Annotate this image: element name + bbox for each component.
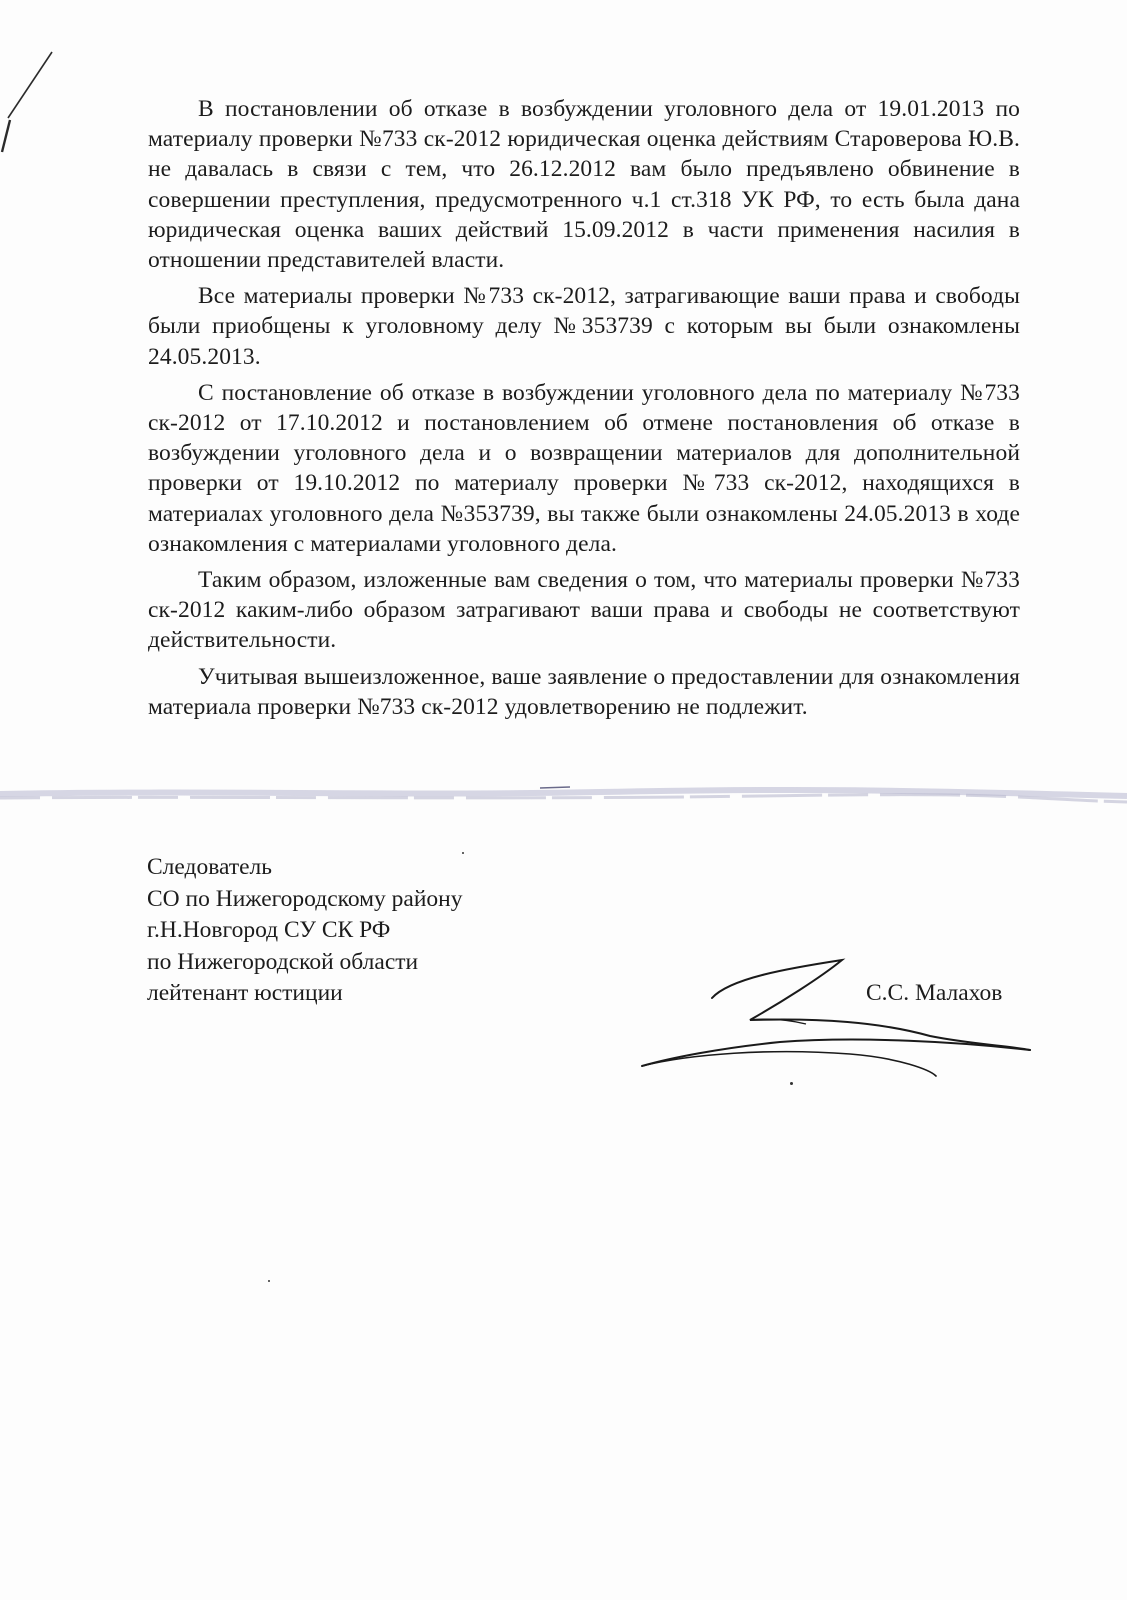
- signer-title-line-5: лейтенант юстиции: [147, 980, 343, 1006]
- paragraph-4: Таким образом, изложенные вам сведения о том, что материалы проверки №733 ск-2012 каким-либо образом затрагивают ваши права и свободы не соответствуют действительности.: [148, 567, 1020, 654]
- signer-title-line-4: по Нижегородской области: [147, 948, 419, 975]
- scan-edge-mark: [0, 0, 60, 160]
- paragraph-2: Все материалы проверки №733 ск-2012, затрагивающие ваши права и свободы были приобщены к уголовному делу №353739 с которым вы были ознакомлены 24.05.2013.: [148, 283, 1020, 370]
- page-fold-line: [0, 784, 1127, 824]
- paragraph-1: В постановлении об отказе в возбуждении уголовного дела от 19.01.2013 по материалу проверки №733 ск-2012 юридическая оценка действиям Староверова Ю.В. не давалась в связи с тем, что 26.12.2012 вам было предъявлено обвинение в совершении преступления, предусмотренного ч.1 ст.318 УК РФ, то есть была дана юридическая оценка ваших действий 15.09.2012 в части применения насилия в отношении представителей власти.: [148, 96, 1020, 274]
- signature-block: [147, 852, 463, 1010]
- signer-title-line-3: г.Н.Новгород СУ СК РФ: [147, 917, 391, 943]
- scan-speck: [462, 852, 464, 854]
- signer-title-line-2: СО по Нижегородскому району: [147, 885, 463, 912]
- scan-speck: [268, 1280, 270, 1282]
- letter-body: [148, 94, 1020, 728]
- signer-name: С.С. Малахов: [866, 980, 1003, 1006]
- scan-speck: [790, 1082, 793, 1085]
- signer-title-line-1: Следователь: [147, 854, 272, 880]
- paragraph-3: С постановление об отказе в возбуждении уголовного дела по материалу №733 ск-2012 от 17.10.2012 и постановлением об отмене постановления об отказе в возбуждении уголовного дела и о возвращении материалов для дополнительной проверки от 19.10.2012 по материалу проверки №733 ск-2012, находящихся в материалах уголовного дела №353739, вы также были ознакомлены 24.05.2013 в ходе ознакомления с материалами уголовного дела.: [148, 379, 1020, 557]
- paragraph-5: Учитывая вышеизложенное, ваше заявление о предоставлении для ознакомления материала проверки №733 ск-2012 удовлетворению не подлежит.: [148, 663, 1020, 720]
